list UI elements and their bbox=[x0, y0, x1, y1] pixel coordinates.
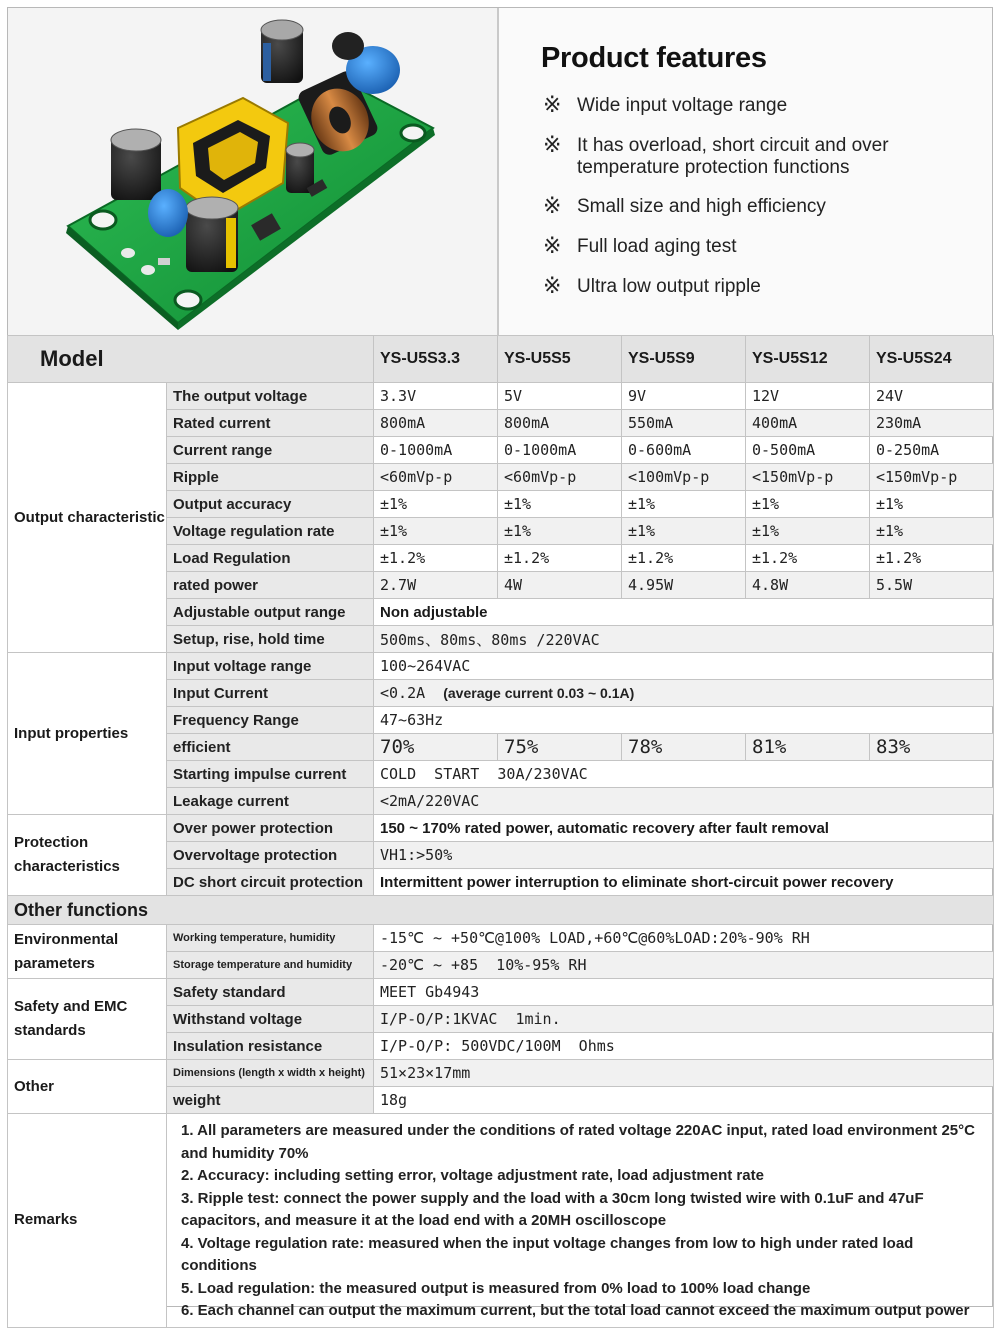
input-current-note: (average current 0.03 ~ 0.1A) bbox=[443, 685, 635, 701]
table-row bbox=[8, 383, 994, 410]
model-name: YS-U5S3.3 bbox=[374, 336, 498, 383]
feature-text: Small size and high efficiency bbox=[577, 196, 826, 217]
cell-value: I/P-O/P:1KVAC 1min. bbox=[374, 1006, 994, 1033]
cell-value: 3.3V bbox=[374, 383, 498, 410]
cell-value: 4W bbox=[498, 572, 622, 599]
cell-value: 12V bbox=[746, 383, 870, 410]
model-name: YS-U5S12 bbox=[746, 336, 870, 383]
table-row bbox=[8, 653, 994, 680]
reference-mark-icon: ※ bbox=[543, 233, 562, 258]
row-label: Output accuracy bbox=[167, 491, 374, 518]
cell-value: 5.5W bbox=[870, 572, 994, 599]
model-name: YS-U5S9 bbox=[622, 336, 746, 383]
cell-value: MEET Gb4943 bbox=[374, 979, 994, 1006]
row-label: Starting impulse current bbox=[167, 761, 374, 788]
table-row bbox=[8, 1060, 994, 1087]
cell-value: ±1.2% bbox=[622, 545, 746, 572]
feature-text: Full load aging test bbox=[577, 236, 737, 257]
row-label: Storage temperature and humidity bbox=[167, 952, 374, 979]
cell-value: 0-1000mA bbox=[374, 437, 498, 464]
model-header-row bbox=[8, 336, 994, 383]
cell-value: <60mVp-p bbox=[498, 464, 622, 491]
remark-line: 5. Load regulation: the measured output is measured from 0% load to 100% load change bbox=[181, 1279, 811, 1297]
remark-line: 2. Accuracy: including setting error, voltage adjustment rate, load adjustment rate bbox=[181, 1167, 764, 1184]
model-name: YS-U5S5 bbox=[498, 336, 622, 383]
cell-value: 78% bbox=[622, 734, 746, 761]
cell-value: 550mA bbox=[622, 410, 746, 437]
top-section bbox=[8, 8, 992, 335]
row-label: weight bbox=[167, 1087, 374, 1114]
row-label: Ripple bbox=[167, 464, 374, 491]
cell-value: 4.8W bbox=[746, 572, 870, 599]
row-label: Current range bbox=[167, 437, 374, 464]
power-module-illustration bbox=[8, 8, 497, 335]
row-label: Input Current bbox=[167, 680, 374, 707]
feature-text: Wide input voltage range bbox=[577, 95, 788, 116]
cell-value: 0-250mA bbox=[870, 437, 994, 464]
feature-text: Ultra low output ripple bbox=[577, 276, 761, 297]
model-name: YS-U5S24 bbox=[870, 336, 994, 383]
cell-value: 100~264VAC bbox=[374, 653, 994, 680]
cell-value: ±1.2% bbox=[870, 545, 994, 572]
cell-value: I/P-O/P: 500VDC/100M Ohms bbox=[374, 1033, 994, 1060]
row-label: rated power bbox=[167, 572, 374, 599]
cell-value: Non adjustable bbox=[374, 599, 994, 626]
cell-value: <2mA/220VAC bbox=[374, 788, 994, 815]
remarks-text bbox=[167, 1114, 994, 1328]
section-row-other-functions bbox=[8, 896, 994, 925]
row-label: Adjustable output range bbox=[167, 599, 374, 626]
reference-mark-icon: ※ bbox=[543, 193, 562, 218]
cell-value: 70% bbox=[374, 734, 498, 761]
remark-line: 4. Voltage regulation rate: measured when the input voltage changes from low to high under rated load conditions bbox=[181, 1234, 914, 1274]
row-label: Input voltage range bbox=[167, 653, 374, 680]
row-label: efficient bbox=[167, 734, 374, 761]
cell-value: <60mVp-p bbox=[374, 464, 498, 491]
row-label: Dimensions (length x width x height) bbox=[167, 1060, 374, 1087]
cell-value: 0-600mA bbox=[622, 437, 746, 464]
cell-value: ±1% bbox=[870, 518, 994, 545]
row-label: Working temperature, humidity bbox=[167, 925, 374, 952]
table-row bbox=[8, 925, 994, 952]
cell-value: 800mA bbox=[498, 410, 622, 437]
cell-value: 83% bbox=[870, 734, 994, 761]
cell-value: Intermittent power interruption to eliminate short-circuit power recovery bbox=[374, 869, 994, 896]
reference-mark-icon: ※ bbox=[543, 273, 562, 298]
cell-value: 150 ~ 170% rated power, automatic recovery after fault removal bbox=[374, 815, 994, 842]
cell-value: ±1% bbox=[498, 491, 622, 518]
cell-value: 0-1000mA bbox=[498, 437, 622, 464]
cell-value: 18g bbox=[374, 1087, 994, 1114]
cell-value: ±1% bbox=[498, 518, 622, 545]
cell-value: 4.95W bbox=[622, 572, 746, 599]
cell-value: <100mVp-p bbox=[622, 464, 746, 491]
product-photo bbox=[8, 8, 497, 335]
input-current-value: <0.2A bbox=[380, 684, 426, 702]
cell-value: ±1.2% bbox=[374, 545, 498, 572]
cell-value: ±1% bbox=[870, 491, 994, 518]
feature-item bbox=[543, 191, 983, 219]
reference-mark-icon: ※ bbox=[543, 92, 562, 117]
cell-value: 2.7W bbox=[374, 572, 498, 599]
cell-value: 9V bbox=[622, 383, 746, 410]
cell-value: COLD START 30A/230VAC bbox=[374, 761, 994, 788]
row-label: Overvoltage protection bbox=[167, 842, 374, 869]
feature-item bbox=[543, 130, 983, 179]
cell-value bbox=[374, 680, 994, 707]
specification-table bbox=[7, 335, 994, 1328]
remark-line: 3. Ripple test: connect the power supply and the load with a 30cm long twisted wire with 0.1uF and 47uF capacitors, and measure it at the load end with a 20MH oscilloscope bbox=[181, 1189, 924, 1229]
category-other: Other bbox=[8, 1060, 167, 1114]
remark-line: 6. Each channel can output the maximum current, but the total load cannot exceed the maximum output power bbox=[181, 1302, 970, 1319]
feature-item bbox=[543, 271, 983, 299]
model-label: Model bbox=[8, 336, 374, 383]
remark-line: 1. All parameters are measured under the conditions of rated voltage 220AC input, rated load environment 25°C and humidity 70% bbox=[181, 1122, 975, 1162]
remarks-row bbox=[8, 1114, 994, 1328]
cell-value: 75% bbox=[498, 734, 622, 761]
cell-value: ±1% bbox=[374, 491, 498, 518]
cell-value: 81% bbox=[746, 734, 870, 761]
cell-value: 24V bbox=[870, 383, 994, 410]
cell-value: 800mA bbox=[374, 410, 498, 437]
cell-value: -15℃ ~ +50℃@100% LOAD,+60℃@60%LOAD:20%-90% RH bbox=[374, 925, 994, 952]
cell-value: <150mVp-p bbox=[746, 464, 870, 491]
row-label: Setup, rise, hold time bbox=[167, 626, 374, 653]
row-label: Frequency Range bbox=[167, 707, 374, 734]
cell-value: <150mVp-p bbox=[870, 464, 994, 491]
category-input: Input properties bbox=[8, 653, 167, 815]
table-row bbox=[8, 979, 994, 1006]
features-list bbox=[543, 90, 983, 311]
category-safety: Safety and EMC standards bbox=[8, 979, 167, 1060]
cell-value: 0-500mA bbox=[746, 437, 870, 464]
row-label: Insulation resistance bbox=[167, 1033, 374, 1060]
category-output: Output characteristic bbox=[8, 383, 167, 653]
row-label: Voltage regulation rate bbox=[167, 518, 374, 545]
category-environment: Environmental parameters bbox=[8, 925, 167, 979]
cell-value: ±1% bbox=[374, 518, 498, 545]
cell-value: ±1% bbox=[622, 491, 746, 518]
row-label: Safety standard bbox=[167, 979, 374, 1006]
cell-value: 230mA bbox=[870, 410, 994, 437]
other-functions-label: Other functions bbox=[8, 896, 994, 925]
reference-mark-icon: ※ bbox=[543, 132, 562, 157]
cell-value: ±1.2% bbox=[746, 545, 870, 572]
feature-item bbox=[543, 231, 983, 259]
cell-value: ±1% bbox=[622, 518, 746, 545]
feature-text: It has overload, short circuit and over temperature protection functions bbox=[577, 135, 889, 178]
row-label: Rated current bbox=[167, 410, 374, 437]
cell-value: ±1.2% bbox=[498, 545, 622, 572]
category-protection: Protection characteristics bbox=[8, 815, 167, 896]
table-row bbox=[8, 815, 994, 842]
cell-value: 400mA bbox=[746, 410, 870, 437]
row-label: Withstand voltage bbox=[167, 1006, 374, 1033]
row-label: DC short circuit protection bbox=[167, 869, 374, 896]
features-title: Product features bbox=[541, 42, 767, 74]
row-label: Over power protection bbox=[167, 815, 374, 842]
cell-value: 5V bbox=[498, 383, 622, 410]
cell-value: -20℃ ~ +85 10%-95% RH bbox=[374, 952, 994, 979]
row-label: The output voltage bbox=[167, 383, 374, 410]
product-features bbox=[499, 8, 992, 335]
feature-item bbox=[543, 90, 983, 118]
cell-value: ±1% bbox=[746, 518, 870, 545]
cell-value: 500ms、80ms、80ms /220VAC bbox=[374, 626, 994, 653]
row-label: Leakage current bbox=[167, 788, 374, 815]
row-label: Load Regulation bbox=[167, 545, 374, 572]
cell-value: ±1% bbox=[746, 491, 870, 518]
cell-value: 51×23×17mm bbox=[374, 1060, 994, 1087]
cell-value: 47~63Hz bbox=[374, 707, 994, 734]
cell-value: VH1:>50% bbox=[374, 842, 994, 869]
category-remarks: Remarks bbox=[8, 1114, 167, 1328]
